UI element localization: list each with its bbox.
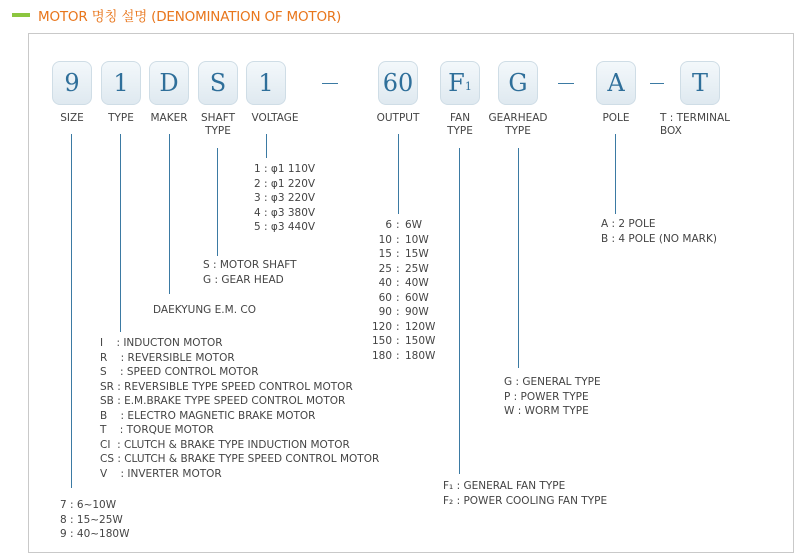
label-pole: POLE	[602, 112, 630, 124]
list-item: A : 2 POLE	[601, 218, 656, 230]
list-item: S : SPEED CONTROL MOTOR	[100, 366, 259, 378]
list-item: V : INVERTER MOTOR	[100, 467, 222, 480]
code-box-type: 1	[101, 61, 141, 105]
list-item: 120	[371, 320, 392, 333]
list-item: 10	[378, 233, 392, 246]
label-type: TYPE	[108, 112, 134, 124]
code-box-size: 9	[52, 61, 92, 105]
list-item: 8 : 15~25W	[60, 513, 123, 526]
list-item: 2 : φ1 220V	[254, 177, 316, 190]
label-shaft-type: SHAFT TYPE	[200, 112, 235, 137]
pole-options	[601, 217, 717, 246]
list-item: 25W	[405, 262, 429, 275]
leader-line-voltage	[266, 134, 267, 158]
list-item: 180W	[405, 349, 436, 362]
shaft-options	[203, 258, 297, 287]
list-item: P : POWER TYPE	[504, 390, 589, 403]
header-accent-bar	[12, 13, 30, 17]
list-item: 60W	[405, 291, 429, 304]
list-item: 3 : φ3 220V	[254, 192, 316, 204]
list-item: 120W	[405, 320, 436, 333]
separator-dash	[322, 83, 338, 84]
list-item: 180	[371, 349, 392, 362]
page-title: MOTOR 명칭 설명 (DENOMINATION OF MOTOR)	[38, 9, 342, 25]
list-item: SB : E.M.BRAKE TYPE SPEED CONTROL MOTOR	[100, 395, 346, 407]
label-voltage: VOLTAGE	[251, 112, 299, 124]
list-item: SR : REVERSIBLE TYPE SPEED CONTROL MOTOR	[100, 380, 353, 393]
code-box-voltage: 1	[246, 61, 286, 105]
list-item: 90W	[405, 306, 429, 318]
list-item: W : WORM TYPE	[504, 405, 589, 417]
section-header	[12, 5, 341, 25]
list-item: I : INDUCTON MOTOR	[100, 337, 223, 349]
separator-dash	[558, 83, 574, 84]
label-size: SIZE	[60, 112, 84, 124]
list-item: G : GEAR HEAD	[203, 273, 284, 286]
list-item: 4 : φ3 380V	[254, 206, 316, 219]
list-item: 7 : 6~10W	[60, 499, 117, 511]
list-item: 15W	[405, 248, 429, 260]
list-item: S : MOTOR SHAFT	[203, 259, 297, 271]
list-item: 25	[378, 262, 392, 275]
maker-name: DAEKYUNG E.M. CO	[153, 304, 256, 316]
type-options	[100, 336, 379, 481]
list-item: R : REVERSIBLE MOTOR	[100, 351, 235, 364]
list-item: T : TORQUE MOTOR	[100, 424, 214, 436]
voltage-options	[254, 162, 315, 235]
leader-line-pole	[615, 134, 616, 214]
size-options	[60, 498, 129, 542]
list-item: B : ELECTRO MAGNETIC BRAKE MOTOR	[100, 409, 316, 422]
leader-line-gearhead	[518, 148, 519, 368]
list-item: B : 4 POLE (NO MARK)	[601, 232, 717, 245]
list-item: 60	[378, 291, 392, 304]
list-item: 40	[378, 277, 392, 289]
label-output: OUTPUT	[376, 112, 420, 124]
list-item: CS : CLUTCH & BRAKE TYPE SPEED CONTROL MOTOR	[100, 453, 380, 465]
output-values	[405, 218, 435, 363]
gearhead-options	[504, 375, 601, 419]
leader-line-output	[398, 134, 399, 214]
label-maker: MAKER	[150, 112, 188, 124]
label-terminal-box: T : TERMINAL BOX	[660, 112, 731, 137]
leader-line-fan	[459, 148, 460, 474]
list-item: G : GENERAL TYPE	[504, 376, 601, 388]
list-item: 6	[385, 219, 392, 231]
code-box-fan: F $_1$	[440, 61, 480, 105]
list-item: 6W	[405, 219, 423, 231]
list-item: 1 : φ1 110V	[254, 163, 316, 175]
leader-line-size	[71, 134, 72, 488]
list-item: F₁ : GENERAL FAN TYPE	[443, 480, 566, 492]
list-item: 150W	[405, 335, 436, 347]
label-fan-type: FAN TYPE	[447, 112, 473, 137]
list-item: F₂ : POWER COOLING FAN TYPE	[443, 494, 608, 507]
code-box-shaft: S	[198, 61, 238, 105]
leader-line-maker	[169, 134, 170, 294]
code-box-pole: A	[596, 61, 636, 105]
fan-options	[443, 479, 607, 508]
list-item: 15	[378, 248, 392, 260]
code-box-maker: D	[149, 61, 189, 105]
label-gearhead-type: GEARHEAD TYPE	[488, 112, 548, 137]
leader-line-type	[120, 134, 121, 332]
list-item: 5 : φ3 440V	[254, 221, 316, 233]
list-item: CI : CLUTCH & BRAKE TYPE INDUCTION MOTOR	[100, 438, 350, 451]
separator-dash	[650, 83, 664, 84]
list-item: 9 : 40~180W	[60, 528, 130, 540]
list-item: 150	[371, 335, 392, 347]
code-box-output: 60	[378, 61, 418, 105]
list-item: 90	[378, 306, 392, 318]
code-box-gearhead: G	[498, 61, 538, 105]
list-item: 40W	[405, 277, 429, 289]
leader-line-shaft	[217, 148, 218, 256]
output-colons: : : : : : : : : : :	[396, 219, 400, 362]
list-item: 10W	[405, 233, 429, 246]
code-box-terminal: T	[680, 61, 720, 105]
